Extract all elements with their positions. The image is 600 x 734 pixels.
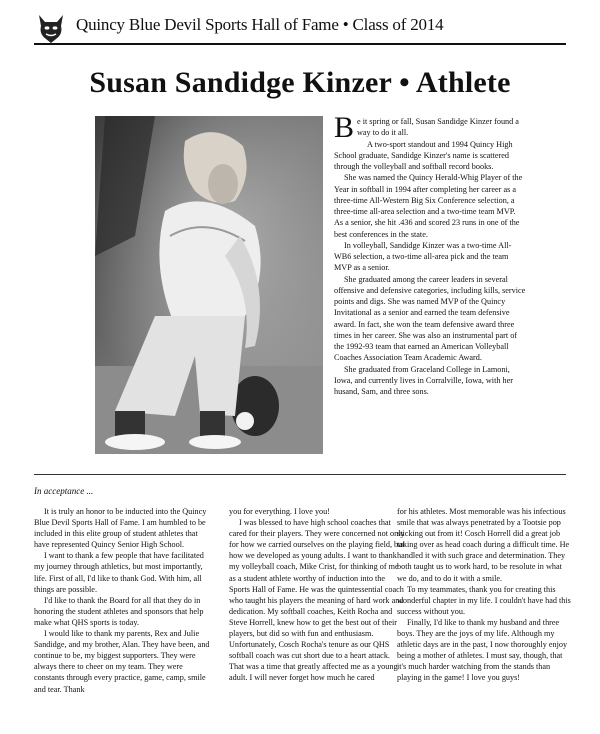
bio-paragraph: She graduated from Graceland College in Lamoni, Iowa, and currently lives in Corralville, Iowa, with her husand, Sam, and three sons. — [334, 364, 513, 396]
speech-column-1 — [34, 506, 210, 695]
bio-paragraph: In volleyball, Sandidge Kinzer was a two-time All-WB6 selection, a two-time all-area pick and the team MVP as a senior. — [334, 240, 512, 273]
speech-column-3 — [397, 506, 573, 684]
speech-paragraph: I was blessed to have high school coaches that cared for their players. They were concerned not only for how we carried ourselves on the playing field, but how we developed as young adults. I want to thank my volleyball coach, Mike Crist, for thinking of me as a student athlete worthy of induction into the Sports Hall of Fame. He was the quintessential coach who taught his players the meaning of hard work and dedication. My softball coaches, Keith Rocha and Steve Horrell, knew how to get the best out of their players, but did so with fun and enthusiasm. Unfortunately, Cosch Rocha's tenure as our QHS softball coach was cut short due to a heart attack. That was a time that greatly affected me as a young adult. I will never forget how much he cared — [229, 518, 405, 683]
speech-paragraph: for his athletes. Most memorable was his infectious smile that was always penetrated by a Tootsie pop sticking out from it! Cosch Horrell did a great job taking over as head coach during a difficult time. He handled it with such grace and determination. They both taught us to work hard, to be resolute in what we do, and to do it with a smile. — [397, 507, 570, 583]
athlete-photo — [95, 116, 323, 454]
speech-paragraph: I'd like to thank the Board for all that they do in honoring the student athletes and sponsors that help make what QHS sports is today. — [34, 595, 204, 627]
athlete-bio — [334, 111, 526, 397]
page-title: Susan Sandidge Kinzer • Athlete — [89, 66, 511, 99]
bio-paragraph: Be it spring or fall, Susan Sandidge Kinzer found a way to do it all. — [334, 111, 519, 144]
header-rule — [34, 43, 566, 45]
header-title: Quincy Blue Devil Sports Hall of Fame • Class of 2014 — [76, 15, 444, 34]
drop-cap: B — [334, 111, 355, 144]
speech-paragraph: Finally, I'd like to thank my husband and three boys. They are the joys of my life. Although my athletic days are in the past, I now thoroughly enjoy being a mother of athletes. I must say, though, that it's much harder watching from the stands than playing in the game! I love you guys! — [397, 617, 568, 683]
page-header — [34, 12, 566, 46]
speech-paragraph: To my teammates, thank you for creating this wonderful chapter in my life. I couldn't have had this success without you. — [397, 584, 571, 616]
speech-paragraph: It is truly an honor to be inducted into the Quincy Blue Devil Sports Hall of Fame. I am humbled to be included in this elite group of student athletes that have represented Quincy Senior High School. — [34, 507, 207, 550]
bio-paragraph: She graduated among the career leaders in several offensive and defensive categories, including kills, service points and digs. She was named MVP of the Quincy Invitational as a senior and earned the team defensive award. In fact, she won the team defensive award three times in her career. She was also an instrumental part of the 1992-93 team that earned an American Volleyball Coaches Association Team Academic Award. — [334, 274, 526, 363]
speech-paragraph: I want to thank a few people that have facilitated my journey through athletics, but most importantly, life. First of all, I'd like to thank God. With him, all things are possible. — [34, 551, 204, 594]
bio-paragraph: A two-sport standout and 1994 Quincy High School graduate, Sandidge Kinzer's name is scattered through the volleyball and softball record books. — [334, 139, 513, 171]
acceptance-heading: In acceptance ... — [34, 486, 94, 496]
blue-devil-mascot-icon — [34, 12, 68, 44]
bio-paragraph: She was named the Quincy Herald-Whig Player of the Year in softball in 1994 after completing her career as a three-time All-Western Big Six Conference selection, a three-time all-area selection and a two-time team MVP. As a senior, she hit .436 and scored 23 runs in one of the best conferences in the state. — [334, 173, 523, 239]
speech-paragraph: you for everything. I love you! — [229, 507, 330, 516]
speech-column-2 — [229, 506, 405, 684]
speech-paragraph: I would like to thank my parents, Rex and Julie Sandidge, and my brother, Alan. They have been, and continue to be, my biggest supporters. They were always there to cheer on my team. They were constants through every practice, game, camp, smile and tear. Thank — [34, 629, 210, 694]
softball-fielder-photo — [95, 116, 323, 454]
section-rule — [34, 474, 566, 475]
